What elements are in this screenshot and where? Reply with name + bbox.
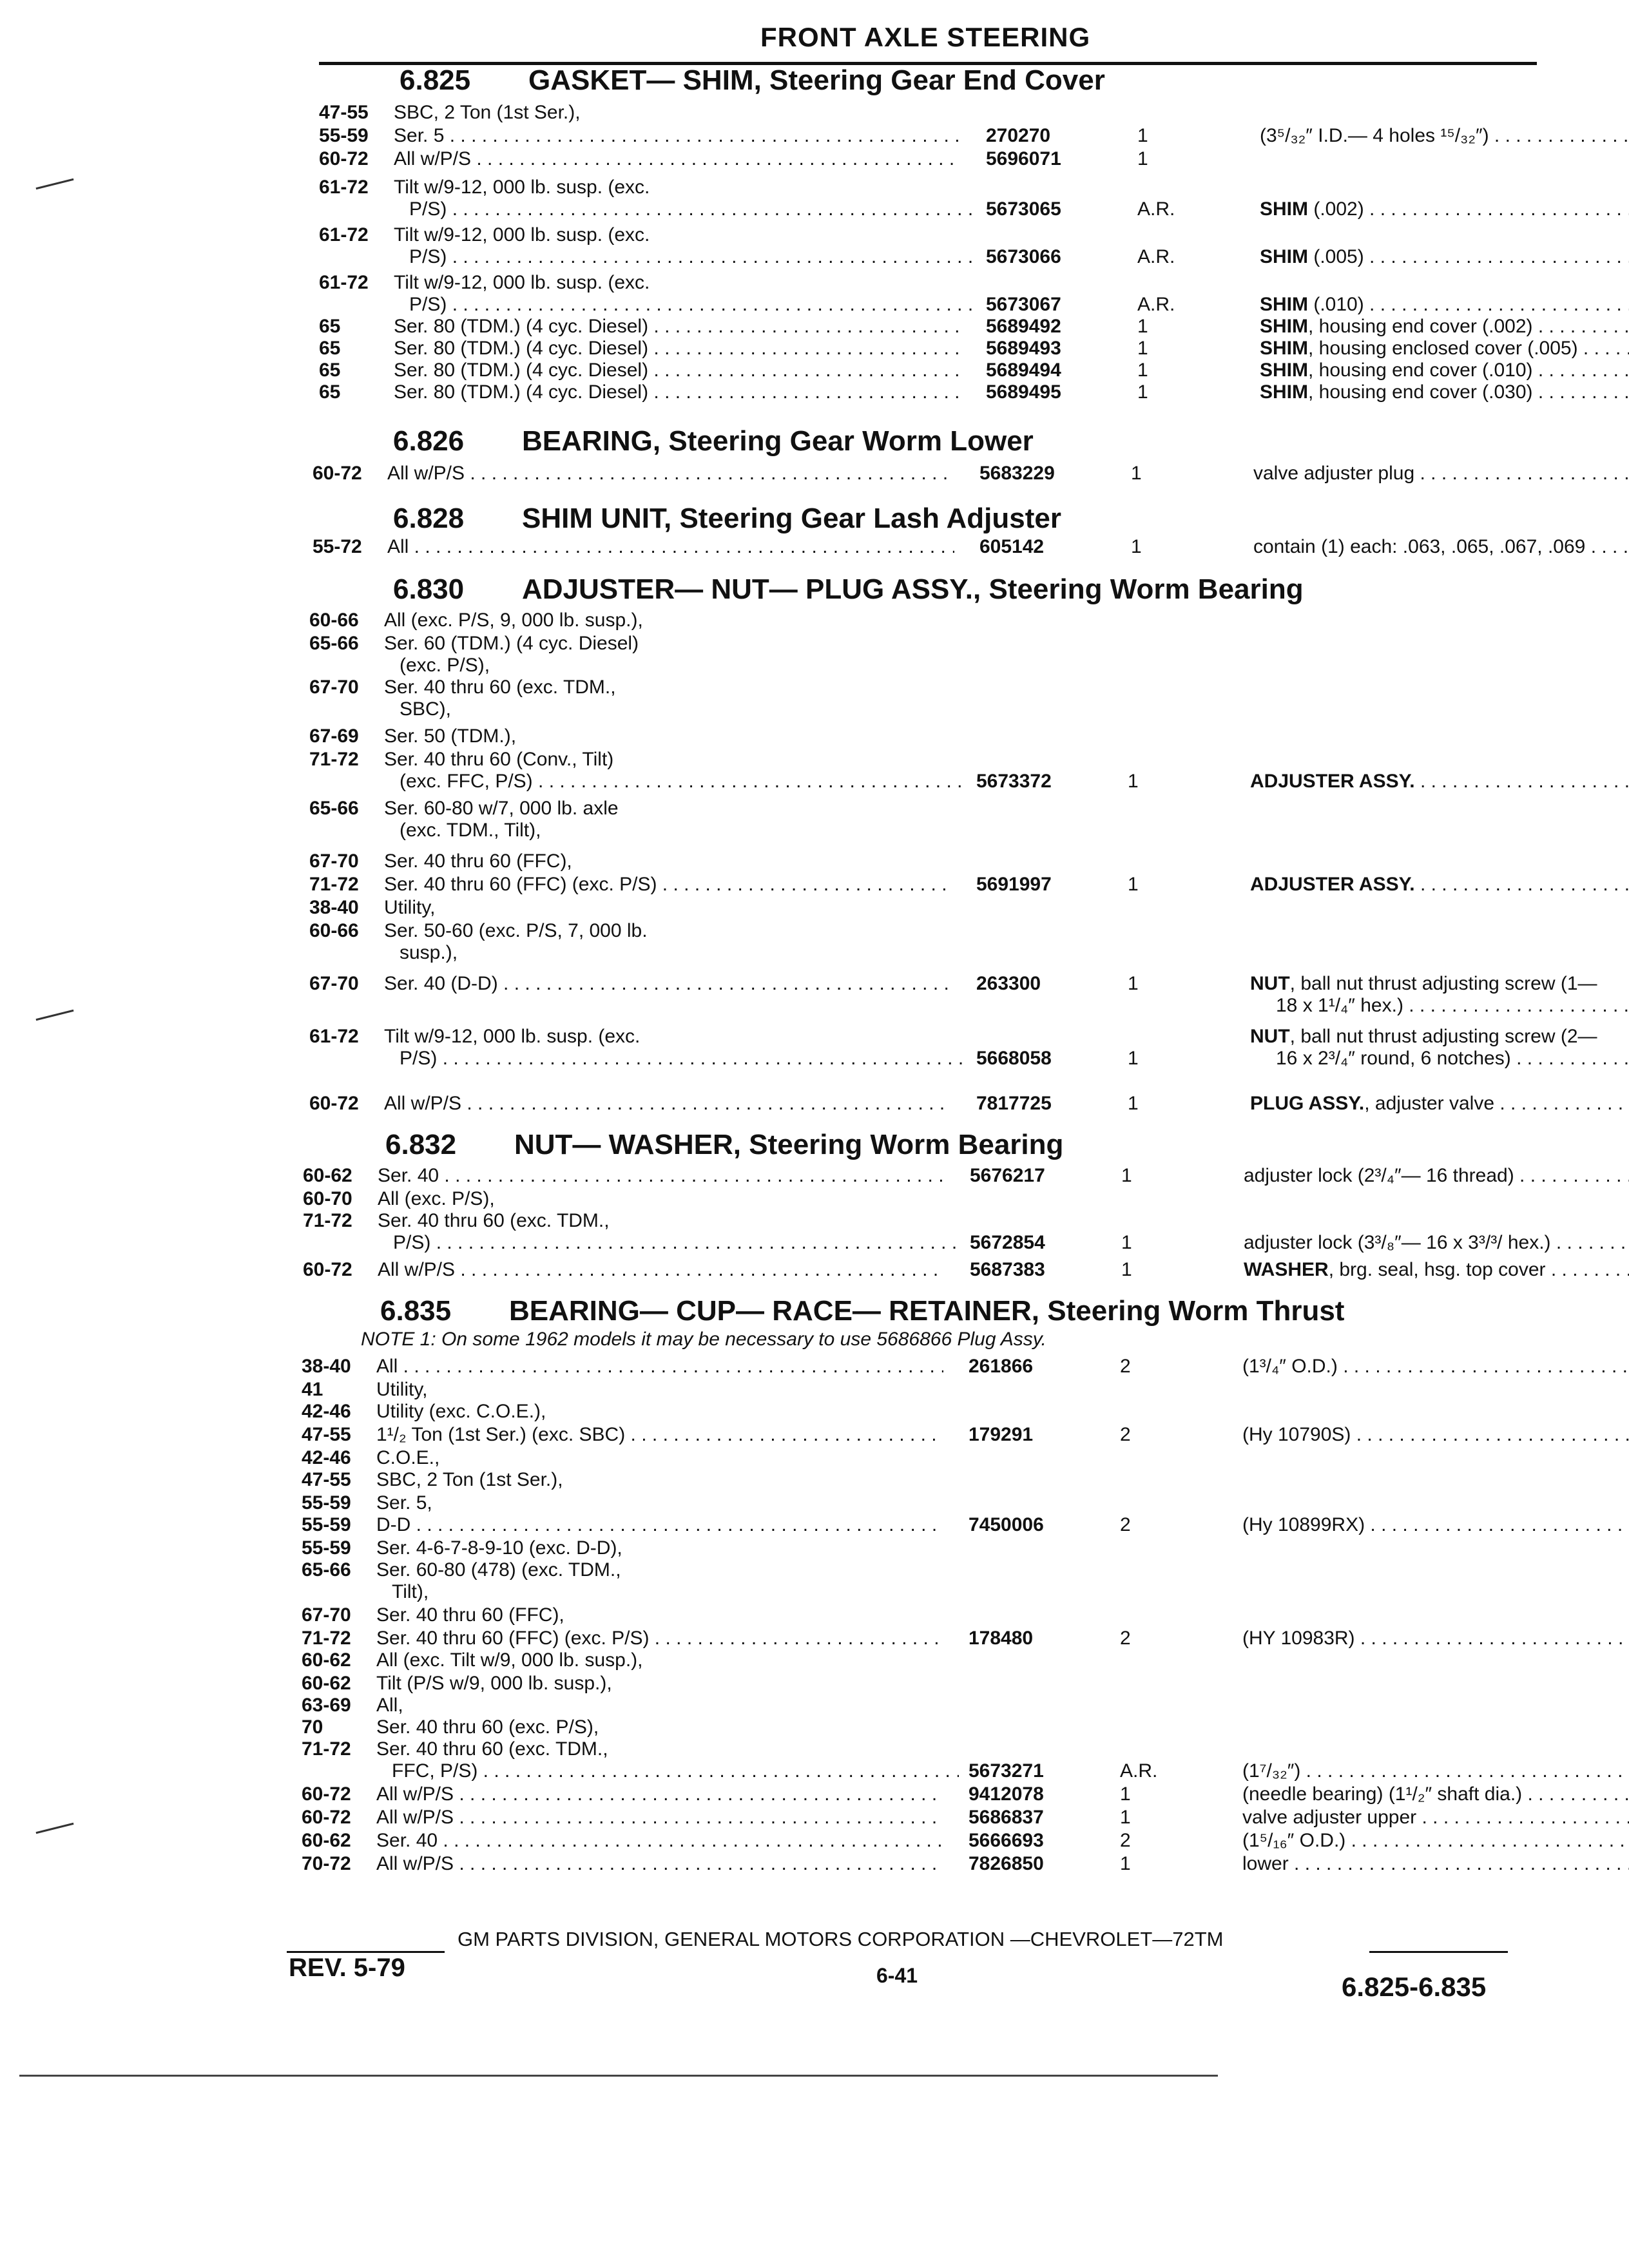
application: Ser. 60-80 (478) (exc. TDM., [376, 1559, 621, 1581]
footer-rule-left [287, 1951, 445, 1953]
model-years: 60-72 [319, 148, 369, 169]
application: Ser. 80 (TDM.) (4 cyc. Diesel) . . . [394, 338, 961, 360]
hole-punch-mark [36, 1010, 74, 1021]
parts-row [302, 1379, 1540, 1401]
application: All w/P/S . . . [376, 1853, 943, 1875]
parts-row [302, 1830, 1540, 1852]
parts-row [302, 1673, 1540, 1695]
application-continued: P/S) . . . [409, 246, 976, 268]
section-number: 6.826 [393, 425, 465, 457]
part-number: 5689493 [986, 338, 1061, 359]
parts-row [309, 973, 1597, 1017]
quantity: 1 [1128, 1093, 1139, 1114]
model-years: 60-72 [309, 1093, 359, 1114]
part-number: 5668058 [976, 1048, 1052, 1069]
parts-row [319, 125, 1540, 147]
quantity: 1 [1120, 1853, 1131, 1874]
application: All w/P/S . . . [376, 1783, 943, 1805]
part-number: 5689495 [986, 381, 1061, 403]
part-number: 5689494 [986, 360, 1061, 381]
parts-row [319, 148, 1540, 170]
application: Ser. 5, [376, 1492, 432, 1514]
parts-row [302, 1424, 1540, 1446]
part-number: 5673271 [969, 1760, 1044, 1782]
model-years: 60-72 [302, 1783, 351, 1805]
model-years: 60-62 [302, 1830, 351, 1851]
application: Utility, [384, 897, 436, 918]
model-years: 55-59 [302, 1514, 351, 1535]
section-heading [393, 425, 1034, 457]
model-years: 60-62 [302, 1673, 351, 1694]
parts-row [303, 1259, 1546, 1281]
application: D-D . . . [376, 1514, 943, 1536]
section-number: 6.835 [380, 1295, 452, 1327]
parts-row [309, 749, 1540, 793]
application: 1¹/₂ Ton (1st Ser.) (exc. SBC) . . . [376, 1424, 943, 1446]
part-number: 7817725 [976, 1093, 1052, 1114]
model-years: 60-72 [313, 463, 362, 484]
description: lower . . . [1242, 1853, 1629, 1875]
model-years: 47-55 [302, 1424, 351, 1445]
part-number: 5666693 [969, 1830, 1044, 1851]
parts-row [319, 338, 1578, 360]
application: Ser. 60-80 w/7, 000 lb. axle [384, 798, 619, 819]
model-years: 65 [319, 360, 341, 381]
parts-row [302, 1401, 1540, 1423]
application: Ser. 40 . . . [378, 1165, 945, 1187]
parts-row [309, 798, 1540, 841]
parts-row [313, 463, 1540, 485]
application-continued: SBC), [400, 698, 452, 720]
application: Utility, [376, 1379, 428, 1400]
model-years: 55-72 [313, 536, 362, 557]
catalog-note: NOTE 1: On some 1962 models it may be necessary to use 5686866 Plug Assy. [361, 1329, 1046, 1350]
description: SHIM, housing enclosed cover (.005) . . . [1260, 338, 1629, 360]
description: SHIM (.005) . . . [1260, 246, 1629, 268]
description: (needle bearing) (1¹/₂″ shaft dia.) . . . [1242, 1783, 1629, 1805]
part-number: 5673065 [986, 198, 1061, 220]
part-number: 5683229 [979, 463, 1055, 484]
footer-section-range: 6.825-6.835 [1342, 1972, 1487, 2002]
application: Ser. 40 thru 60 (exc. TDM., [384, 677, 616, 698]
application: All (exc. Tilt w/9, 000 lb. susp.), [376, 1649, 643, 1671]
parts-row [302, 1807, 1540, 1829]
application: Tilt (P/S w/9, 000 lb. susp.), [376, 1673, 612, 1694]
part-number: 7826850 [969, 1853, 1044, 1874]
parts-row [309, 850, 1540, 872]
quantity: 1 [1137, 125, 1148, 146]
parts-row [303, 1188, 1540, 1210]
application: Ser. 40 thru 60 (FFC) (exc. P/S) . . . [384, 874, 951, 896]
description: valve adjuster plug . . . [1253, 463, 1629, 485]
section-heading [400, 64, 1105, 97]
description: WASHER, brg. seal, hsg. top cover . . . [1244, 1259, 1629, 1281]
parts-row [302, 1738, 1540, 1782]
part-number: 9412078 [969, 1783, 1044, 1805]
quantity: 2 [1120, 1830, 1131, 1851]
section-title: ADJUSTER— NUT— PLUG ASSY., Steering Worm Bearing [522, 573, 1304, 605]
description: PLUG ASSY., adjuster valve . . . [1250, 1093, 1629, 1115]
part-number: 5673066 [986, 246, 1061, 267]
section-heading [380, 1295, 1344, 1327]
section-heading [393, 573, 1304, 606]
application: All (exc. P/S, 9, 000 lb. susp.), [384, 610, 643, 631]
parts-row [302, 1514, 1540, 1536]
parts-row [319, 102, 1540, 124]
part-number: 7450006 [969, 1514, 1044, 1535]
bottom-rule [19, 2075, 1218, 2077]
application: Ser. 40 thru 60 (exc. P/S), [376, 1716, 599, 1738]
application: Ser. 80 (TDM.) (4 cyc. Diesel) . . . [394, 360, 961, 381]
application-continued: P/S) . . . [409, 294, 976, 316]
section-title: NUT— WASHER, Steering Worm Bearing [514, 1129, 1064, 1160]
part-number: 5696071 [986, 148, 1061, 169]
quantity: 2 [1120, 1424, 1131, 1445]
model-years: 47-55 [302, 1469, 351, 1490]
application-continued: FFC, P/S) . . . [392, 1760, 959, 1782]
application: Ser. 40 thru 60 (Conv., Tilt) [384, 749, 614, 770]
application-continued: (exc. TDM., Tilt), [400, 820, 541, 841]
model-years: 65 [319, 338, 341, 359]
footer-revision: REV. 5-79 [289, 1954, 405, 1982]
application-continued: P/S) . . . [400, 1048, 967, 1070]
application: All w/P/S . . . [387, 463, 954, 485]
application: Ser. 40 thru 60 (FFC), [376, 1604, 564, 1626]
parts-row [302, 1469, 1540, 1491]
parts-row [309, 920, 1540, 964]
part-number: 5673067 [986, 294, 1061, 315]
application: Ser. 40 . . . [376, 1830, 943, 1852]
quantity: 1 [1121, 1165, 1132, 1186]
parts-row [309, 677, 1540, 720]
quantity: A.R. [1137, 198, 1175, 220]
parts-row [309, 874, 1540, 896]
model-years: 38-40 [302, 1356, 351, 1377]
description: adjuster lock (2³/₄″— 16 thread) . . . [1244, 1165, 1629, 1187]
model-years: 61-72 [309, 1026, 359, 1047]
model-years: 63-69 [302, 1695, 351, 1716]
footer-rule-right [1369, 1951, 1508, 1953]
section-number: 6.825 [400, 64, 471, 96]
quantity: 2 [1120, 1628, 1131, 1649]
model-years: 61-72 [319, 272, 369, 293]
application-continued: (exc. FFC, P/S) . . . [400, 771, 967, 793]
quantity: 1 [1131, 536, 1142, 557]
application-continued: susp.), [400, 942, 458, 963]
application: All w/P/S . . . [384, 1093, 951, 1115]
part-number: 261866 [969, 1356, 1034, 1377]
description: NUT, ball nut thrust adjusting screw (2— [1250, 1026, 1597, 1047]
model-years: 55-59 [302, 1537, 351, 1559]
description: (1⁵/₁₆″ O.D.) . . . [1242, 1830, 1629, 1852]
application: All w/P/S . . . [394, 148, 961, 170]
parts-row [309, 633, 1540, 677]
model-years: 65-66 [309, 633, 359, 654]
parts-row [302, 1604, 1540, 1626]
parts-row [302, 1716, 1540, 1738]
quantity: 1 [1128, 973, 1139, 994]
model-years: 71-72 [309, 749, 359, 770]
application: Ser. 40 thru 60 (FFC), [384, 850, 572, 872]
description: SHIM (.010) . . . [1260, 294, 1629, 316]
parts-row [309, 726, 1540, 747]
application: Ser. 5 . . . [394, 125, 961, 147]
parts-row [302, 1695, 1540, 1716]
footer-publisher: GM PARTS DIVISION, GENERAL MOTORS CORPORATION —CHEVROLET—72TM [458, 1928, 1224, 1950]
description: ADJUSTER ASSY. . . . [1250, 874, 1629, 896]
model-years: 67-70 [309, 677, 359, 698]
parts-row [319, 360, 1540, 381]
parts-row [319, 177, 1540, 220]
application-continued: (exc. P/S), [400, 655, 490, 676]
quantity: A.R. [1137, 294, 1175, 315]
model-years: 60-72 [302, 1807, 351, 1828]
quantity: 1 [1131, 463, 1142, 484]
part-number: 5689492 [986, 316, 1061, 337]
part-number: 5687383 [970, 1259, 1045, 1280]
application-continued: P/S) . . . [409, 198, 976, 220]
quantity: 1 [1120, 1807, 1131, 1828]
application: Tilt w/9-12, 000 lb. susp. (exc. [394, 224, 650, 245]
application-continued: P/S) . . . [393, 1232, 960, 1254]
section-title: BEARING, Steering Gear Worm Lower [522, 425, 1034, 457]
parts-row [302, 1559, 1540, 1603]
quantity: 2 [1120, 1356, 1131, 1377]
parts-row [319, 224, 1540, 268]
parts-row [302, 1356, 1540, 1378]
parts-row [309, 897, 1540, 919]
description-continued: 18 x 1¹/₄″ hex.) . . . [1276, 995, 1629, 1017]
application: Ser. 60 (TDM.) (4 cyc. Diesel) [384, 633, 639, 654]
section-number: 6.830 [393, 573, 465, 605]
application: Utility (exc. C.O.E.), [376, 1401, 546, 1422]
quantity: 1 [1137, 381, 1148, 403]
model-years: 60-70 [303, 1188, 352, 1209]
quantity: 1 [1137, 316, 1148, 337]
model-years: 70 [302, 1716, 323, 1738]
description: (Hy 10790S) . . . [1242, 1424, 1629, 1446]
description: SHIM (.002) . . . [1260, 198, 1629, 220]
application-continued: Tilt), [392, 1581, 429, 1602]
part-number: 178480 [969, 1628, 1034, 1649]
model-years: 71-72 [302, 1628, 351, 1649]
quantity: 1 [1128, 771, 1139, 792]
model-years: 71-72 [303, 1210, 352, 1231]
quantity: 1 [1137, 338, 1148, 359]
quantity: A.R. [1120, 1760, 1158, 1782]
model-years: 38-40 [309, 897, 359, 918]
application: All w/P/S . . . [378, 1259, 945, 1281]
parts-row [303, 1210, 1551, 1254]
quantity: 2 [1120, 1514, 1131, 1535]
model-years: 60-62 [303, 1165, 352, 1186]
parts-row [302, 1853, 1540, 1875]
parts-row [319, 381, 1540, 403]
footer-page-number: 6-41 [876, 1964, 918, 1987]
application: Ser. 80 (TDM.) (4 cyc. Diesel) . . . [394, 316, 961, 338]
parts-row [313, 536, 1586, 558]
section-title: BEARING— CUP— RACE— RETAINER, Steering Worm Thrust [509, 1295, 1345, 1327]
model-years: 47-55 [319, 102, 369, 123]
quantity: 1 [1121, 1232, 1132, 1253]
application: C.O.E., [376, 1447, 440, 1468]
model-years: 71-72 [309, 874, 359, 895]
part-number: 605142 [979, 536, 1045, 557]
model-years: 67-70 [302, 1604, 351, 1626]
model-years: 42-46 [302, 1447, 351, 1468]
description: adjuster lock (3³/₈″— 16 x 3³/³/ hex.) . . . [1244, 1232, 1629, 1254]
section-title: GASKET— SHIM, Steering Gear End Cover [528, 64, 1105, 96]
description-continued: 16 x 2³/₄″ round, 6 notches) . . . [1276, 1048, 1629, 1070]
section-number: 6.832 [385, 1129, 457, 1160]
description: (1⁷/₃₂″) . . . [1242, 1760, 1629, 1782]
description: NUT, ball nut thrust adjusting screw (1— [1250, 973, 1597, 994]
parts-row [302, 1628, 1540, 1649]
model-years: 42-46 [302, 1401, 351, 1422]
application: All, [376, 1695, 403, 1716]
model-years: 67-70 [309, 973, 359, 994]
model-years: 60-66 [309, 920, 359, 941]
application: All w/P/S . . . [376, 1807, 943, 1829]
description: SHIM, housing end cover (.030) . . . [1260, 381, 1629, 403]
model-years: 67-70 [309, 850, 359, 872]
part-number: 5672854 [970, 1232, 1045, 1253]
model-years: 65 [319, 316, 341, 337]
application: Ser. 50-60 (exc. P/S, 7, 000 lb. [384, 920, 648, 941]
parts-row [309, 610, 1540, 631]
model-years: 60-72 [303, 1259, 352, 1280]
model-years: 61-72 [319, 224, 369, 245]
hole-punch-mark [36, 1823, 74, 1834]
application: Ser. 4-6-7-8-9-10 (exc. D-D), [376, 1537, 622, 1559]
application: Tilt w/9-12, 000 lb. susp. (exc. [384, 1026, 641, 1047]
quantity: 1 [1137, 148, 1148, 169]
application: SBC, 2 Ton (1st Ser.), [376, 1469, 563, 1490]
application: All (exc. P/S), [378, 1188, 495, 1209]
application: SBC, 2 Ton (1st Ser.), [394, 102, 581, 123]
quantity: 1 [1128, 1048, 1139, 1069]
description: valve adjuster upper . . . [1242, 1807, 1629, 1829]
model-years: 65-66 [302, 1559, 351, 1581]
quantity: 1 [1120, 1783, 1131, 1805]
parts-row [319, 272, 1540, 316]
section-heading [393, 503, 1061, 535]
description: (3⁵/₃₂″ I.D.— 4 holes ¹⁵/₃₂″) . . . [1260, 125, 1629, 147]
part-number: 5676217 [970, 1165, 1045, 1186]
parts-row [302, 1537, 1540, 1559]
part-number: 270270 [986, 125, 1051, 146]
hole-punch-mark [36, 178, 74, 189]
description: SHIM, housing end cover (.002) . . . [1260, 316, 1629, 338]
parts-row [309, 1026, 1597, 1070]
description: (Hy 10899RX) . . . [1242, 1514, 1629, 1536]
description: (1³/₄″ O.D.) . . . [1242, 1356, 1629, 1378]
parts-row [319, 316, 1540, 338]
parts-row [302, 1649, 1540, 1671]
application: Ser. 40 thru 60 (exc. TDM., [378, 1210, 610, 1231]
description: (HY 10983R) . . . [1242, 1628, 1629, 1649]
model-years: 55-59 [302, 1492, 351, 1514]
parts-row [309, 1093, 1540, 1115]
application: Tilt w/9-12, 000 lb. susp. (exc. [394, 177, 650, 198]
section-number: 6.828 [393, 503, 465, 534]
model-years: 70-72 [302, 1853, 351, 1874]
application: Ser. 40 thru 60 (exc. TDM., [376, 1738, 608, 1760]
model-years: 55-59 [319, 125, 369, 146]
model-years: 67-69 [309, 726, 359, 747]
part-number: 5686837 [969, 1807, 1044, 1828]
model-years: 71-72 [302, 1738, 351, 1760]
part-number: 5673372 [976, 771, 1052, 792]
model-years: 60-62 [302, 1649, 351, 1671]
description: contain (1) each: .063, .065, .067, .069 . . . [1253, 536, 1629, 558]
application: Ser. 80 (TDM.) (4 cyc. Diesel) . . . [394, 381, 961, 403]
parts-row [302, 1783, 1540, 1805]
application: All . . . [387, 536, 954, 558]
application: Ser. 40 (D-D) . . . [384, 973, 951, 995]
quantity: 1 [1121, 1259, 1132, 1280]
application: Ser. 50 (TDM.), [384, 726, 517, 747]
model-years: 61-72 [319, 177, 369, 198]
parts-row [303, 1165, 1540, 1187]
model-years: 65 [319, 381, 341, 403]
parts-row [302, 1447, 1540, 1469]
part-number: 5691997 [976, 874, 1052, 895]
quantity: 1 [1128, 874, 1139, 895]
part-number: 263300 [976, 973, 1041, 994]
model-years: 60-66 [309, 610, 359, 631]
page-header-title: FRONT AXLE STEERING [760, 22, 1091, 52]
description: SHIM, housing end cover (.010) . . . [1260, 360, 1629, 381]
section-title: SHIM UNIT, Steering Gear Lash Adjuster [522, 503, 1061, 534]
section-heading [385, 1129, 1063, 1161]
application: Ser. 40 thru 60 (FFC) (exc. P/S) . . . [376, 1628, 943, 1649]
parts-row [302, 1492, 1540, 1514]
model-years: 65-66 [309, 798, 359, 819]
quantity: 1 [1137, 360, 1148, 381]
part-number: 179291 [969, 1424, 1034, 1445]
application: All . . . [376, 1356, 943, 1378]
quantity: A.R. [1137, 246, 1175, 267]
description: ADJUSTER ASSY. . . . [1250, 771, 1629, 793]
model-years: 41 [302, 1379, 323, 1400]
application: Tilt w/9-12, 000 lb. susp. (exc. [394, 272, 650, 293]
